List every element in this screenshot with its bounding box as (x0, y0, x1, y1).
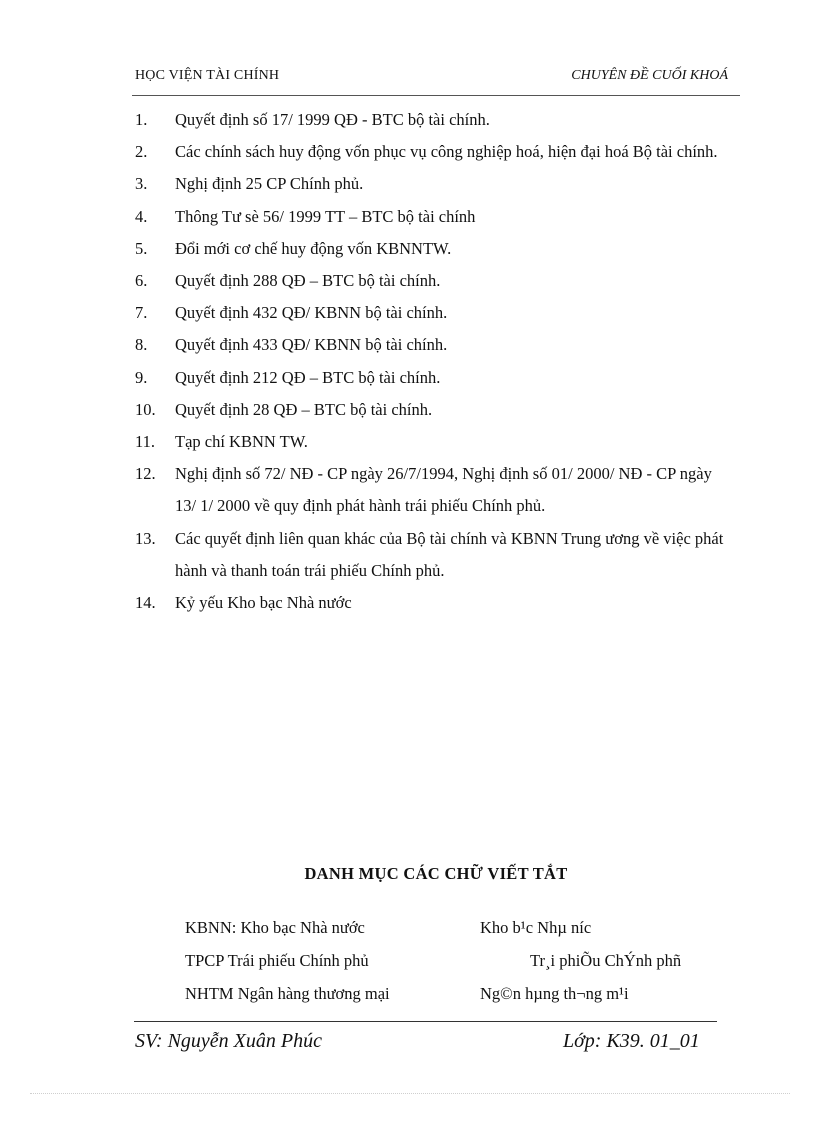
page-bottom-border (30, 1093, 790, 1094)
abbreviation-row (185, 918, 745, 942)
reference-number: 4. (135, 206, 148, 226)
reference-number: 2. (135, 142, 148, 162)
abbreviation-row (185, 951, 745, 975)
page-header (135, 68, 728, 90)
reference-text: Quyết định 28 QĐ – BTC bộ tài chính. (175, 399, 433, 419)
reference-text: Nghị định số 72/ NĐ - CP ngày 26/7/1994, Nghị định số 01/ 2000/ NĐ - CP ngày 13/ 1/ 2000 về quy định phát hành trái phiếu Chính phủ. (175, 464, 712, 516)
abbreviation-term: NHTM Ngân hàng thương mại (185, 984, 390, 1003)
abbreviations-title: DANH MỤC CÁC CHỮ VIẾT TẮT (304, 864, 568, 883)
reference-item (135, 587, 735, 619)
reference-text: Các chính sách huy động vốn phục vụ công nghiệp hoá, hiện đại hoá Bộ tài chính. (175, 142, 718, 162)
footer-student: SV: Nguyễn Xuân Phúc (135, 1030, 322, 1052)
reference-number: 6. (135, 271, 148, 291)
reference-item (135, 329, 735, 361)
reference-number: 11. (135, 432, 156, 452)
reference-text: Quyết định 433 QĐ/ KBNN bộ tài chính. (175, 335, 448, 355)
reference-item (135, 362, 735, 394)
reference-number: 13. (135, 528, 156, 548)
reference-item (135, 104, 735, 136)
footer-divider (134, 1021, 717, 1022)
abbreviation-term: TPCP Trái phiếu Chính phủ (185, 951, 369, 970)
reference-item (135, 458, 735, 522)
reference-text: Các quyết định liên quan khác của Bộ tài chính và KBNN Trung ương về việc phát hành và thanh toán trái phiếu Chính phủ. (175, 528, 724, 580)
reference-text: Nghị định 25 CP Chính phủ. (175, 174, 364, 194)
reference-number: 14. (135, 593, 156, 613)
footer-class: Lớp: K39. 01_01 (563, 1030, 700, 1052)
reference-number: 5. (135, 238, 148, 258)
reference-list (135, 104, 735, 619)
header-institution: HỌC VIỆN TÀI CHÍNH (135, 68, 280, 83)
reference-number: 10. (135, 399, 156, 419)
reference-text: Quyết định 432 QĐ/ KBNN bộ tài chính. (175, 303, 448, 323)
reference-item (135, 168, 735, 200)
abbreviation-garbled: Kho b¹c Nhµ níc (480, 918, 592, 937)
reference-text: Thông Tư sè 56/ 1999 TT – BTC bộ tài chính (175, 206, 476, 226)
reference-text: Quyết định số 17/ 1999 QĐ - BTC bộ tài chính. (175, 110, 490, 129)
reference-item (135, 297, 735, 329)
reference-item (135, 265, 735, 297)
header-divider (132, 95, 740, 96)
reference-number: 1. (135, 110, 148, 129)
reference-text: Kỷ yếu Kho bạc Nhà nước (175, 593, 352, 613)
header-document-type: CHUYÊN ĐỀ CUỐI KHOÁ (571, 68, 728, 83)
reference-item (135, 201, 735, 233)
abbreviation-row (185, 984, 745, 1008)
reference-text: Đổi mới cơ chế huy động vốn KBNNTW. (175, 238, 452, 258)
reference-number: 9. (135, 367, 148, 387)
reference-text: Quyết định 288 QĐ – BTC bộ tài chính. (175, 271, 441, 291)
reference-item (135, 136, 735, 168)
abbreviation-term: KBNN: Kho bạc Nhà nước (185, 918, 365, 937)
reference-item (135, 394, 735, 426)
abbreviation-garbled: Tr¸i phiÕu ChÝnh phñ (530, 951, 682, 970)
abbreviation-garbled: Ng©n hµng th¬ng m¹i (480, 984, 629, 1003)
reference-number: 3. (135, 174, 148, 194)
reference-text: Tạp chí KBNN TW. (175, 432, 308, 452)
reference-text: Quyết định 212 QĐ – BTC bộ tài chính. (175, 367, 441, 387)
reference-number: 8. (135, 335, 148, 355)
reference-number: 7. (135, 303, 148, 323)
reference-number: 12. (135, 464, 156, 484)
reference-item (135, 523, 735, 587)
reference-item (135, 426, 735, 458)
reference-item (135, 233, 735, 265)
